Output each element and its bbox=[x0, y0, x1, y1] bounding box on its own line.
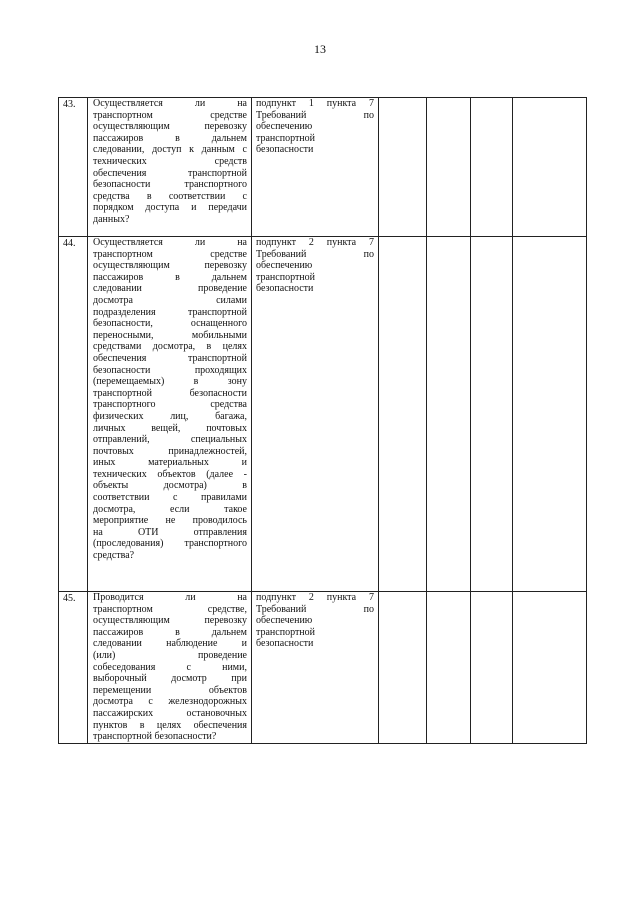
answer-cell bbox=[513, 98, 587, 237]
answer-cell bbox=[379, 98, 427, 237]
checklist-table bbox=[58, 97, 587, 744]
question-text-line: порядком доступа и передачи bbox=[93, 202, 247, 214]
reference-text-line: Требований по bbox=[256, 109, 374, 121]
question-text-line: (или) проведение bbox=[93, 649, 247, 661]
question-text-line: транспортном средстве bbox=[93, 109, 247, 121]
reference-text-line: безопасности bbox=[256, 283, 314, 295]
question-text-line: пассажиров в дальнем bbox=[93, 626, 247, 638]
reference-text-line: обеспечению bbox=[256, 260, 313, 272]
answer-cell bbox=[471, 592, 513, 744]
reference-cell bbox=[252, 592, 379, 744]
question-text-line: на ОТИ отправления bbox=[93, 526, 247, 538]
question-text-line: транспортном средстве, bbox=[93, 603, 247, 615]
answer-cell bbox=[513, 592, 587, 744]
answer-cell bbox=[471, 98, 513, 237]
question-text-line: иных материальных и bbox=[93, 457, 247, 469]
question-text-line: перемещении объектов bbox=[93, 684, 247, 696]
question-text-line: обеспечения транспортной bbox=[93, 167, 247, 179]
question-text-line: транспортной безопасности bbox=[93, 387, 247, 399]
question-text-line: подразделения транспортной bbox=[93, 306, 247, 318]
reference-cell bbox=[252, 237, 379, 592]
question-text-line: транспортном средстве bbox=[93, 248, 247, 260]
question-text-line: осуществляющим перевозку bbox=[93, 260, 247, 272]
table-row bbox=[59, 592, 587, 744]
question-text-line: Проводится ли на bbox=[93, 592, 247, 603]
question-cell bbox=[88, 237, 252, 592]
question-text-line: безопасности проходящих bbox=[93, 364, 247, 376]
reference-text-line: обеспечению bbox=[256, 121, 313, 133]
question-cell bbox=[88, 98, 252, 237]
question-text-line: следовании, доступ к данным с bbox=[93, 144, 247, 156]
question-text-line: следовании проведение bbox=[93, 283, 247, 295]
question-text-line: физических лиц, багажа, bbox=[93, 410, 247, 422]
answer-cell bbox=[427, 98, 471, 237]
table-row bbox=[59, 237, 587, 592]
answer-cell bbox=[427, 592, 471, 744]
question-text-line: личных вещей, почтовых bbox=[93, 422, 247, 434]
answer-cell bbox=[513, 237, 587, 592]
question-text-line: безопасности, оснащенного bbox=[93, 318, 247, 330]
question-text-line: пассажиров в дальнем bbox=[93, 271, 247, 283]
reference-text-line: обеспечению bbox=[256, 615, 313, 627]
answer-cell bbox=[379, 237, 427, 592]
question-text-line: пунктов в целях обеспечения bbox=[93, 719, 247, 731]
question-text-line: осуществляющим перевозку bbox=[93, 121, 247, 133]
question-text-line: средства в соответствии с bbox=[93, 190, 247, 202]
answer-cell bbox=[471, 237, 513, 592]
question-text-line: технических средств bbox=[93, 155, 247, 167]
question-text-line: досмотра с железнодорожных bbox=[93, 696, 247, 708]
table-row bbox=[59, 98, 587, 237]
reference-text-line: безопасности bbox=[256, 144, 314, 156]
reference-text-line: транспортной bbox=[256, 271, 316, 283]
question-text-line: мероприятие не проводилось bbox=[93, 515, 247, 527]
row-number: 45. bbox=[59, 592, 88, 744]
row-number: 44. bbox=[59, 237, 88, 592]
question-text-line: отправлений, специальных bbox=[93, 434, 247, 446]
question-text-line: переносными, мобильными bbox=[93, 329, 247, 341]
question-cell bbox=[88, 592, 252, 744]
question-text-line: данных? bbox=[93, 213, 130, 225]
reference-text-line: Требований по bbox=[256, 248, 374, 260]
question-text-line: пассажирских остановочных bbox=[93, 707, 247, 719]
reference-text-line: безопасности bbox=[256, 638, 314, 650]
question-text-line: Осуществляется ли на bbox=[93, 237, 247, 248]
question-text-line: обеспечения транспортной bbox=[93, 352, 247, 364]
question-text-line: объекты досмотра) в bbox=[93, 480, 247, 492]
answer-cell bbox=[427, 237, 471, 592]
question-text-line: выборочный досмотр при bbox=[93, 673, 247, 685]
reference-text-line: транспортной bbox=[256, 132, 316, 144]
question-text-line: осуществляющим перевозку bbox=[93, 615, 247, 627]
question-text-line: технических объектов (далее - bbox=[93, 468, 247, 480]
question-text-line: транспортного средства bbox=[93, 399, 247, 411]
question-text-line: следовании наблюдение и bbox=[93, 638, 247, 650]
question-text-line: почтовых принадлежностей, bbox=[93, 445, 247, 457]
question-text-line: досмотра, если такое bbox=[93, 503, 247, 515]
question-text-line: транспортной безопасности? bbox=[93, 731, 217, 743]
question-text-line: Осуществляется ли на bbox=[93, 98, 247, 109]
reference-text-line: подпункт 2 пункта 7 bbox=[256, 237, 374, 248]
reference-text-line: транспортной bbox=[256, 626, 316, 638]
question-text-line: соответствии с правилами bbox=[93, 492, 247, 504]
question-text-line: безопасности транспортного bbox=[93, 179, 247, 191]
question-text-line: пассажиров в дальнем bbox=[93, 132, 247, 144]
question-text-line: средствами досмотра, в целях bbox=[93, 341, 247, 353]
answer-cell bbox=[379, 592, 427, 744]
page-number: 13 bbox=[314, 42, 326, 56]
question-text-line: досмотра силами bbox=[93, 294, 247, 306]
question-text-line: собеседования с ними, bbox=[93, 661, 247, 673]
row-number: 43. bbox=[59, 98, 88, 237]
question-text-line: (перемещаемых) в зону bbox=[93, 376, 247, 388]
question-text-line: (проследования) транспортного bbox=[93, 538, 247, 550]
reference-text-line: подпункт 1 пункта 7 bbox=[256, 98, 374, 109]
question-text-line: средства? bbox=[93, 550, 135, 562]
reference-cell bbox=[252, 98, 379, 237]
reference-text-line: Требований по bbox=[256, 603, 374, 615]
reference-text-line: подпункт 2 пункта 7 bbox=[256, 592, 374, 603]
